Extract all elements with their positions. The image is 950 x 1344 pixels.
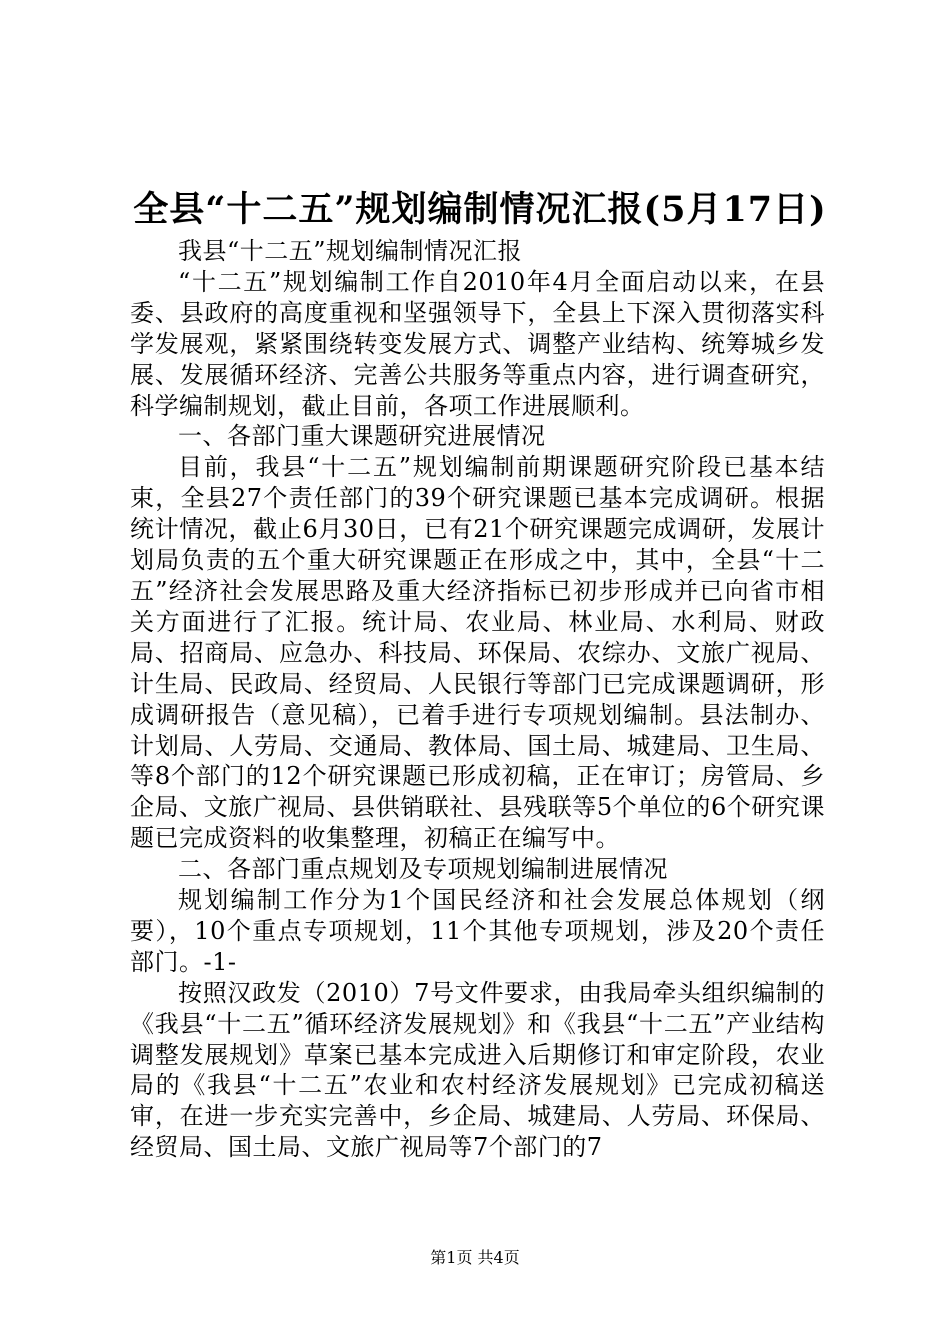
document-title: 全县“十二五”规划编制情况汇报(5月17日) (133, 189, 827, 230)
intro-paragraph: “十二五”规划编制工作自2010年4月全面启动以来，在县委、县政府的高度重视和坚强领导下，全县上下深入贯彻落实科学发展观，紧紧围绕转变发展方式、调整产业结构、统筹城乡发展、发展循环经济、完善公共服务等重点内容，进行调查研究，科学编制规划，截止目前，各项工作进展顺利。 (130, 267, 825, 420)
section-heading-1: 一、各部门重大课题研究进展情况 (178, 422, 546, 451)
section-2-paragraph-2: 按照汉政发（2010）7号文件要求，由我局牵头组织编制的《我县“十二五”循环经济发展规划》和《我县“十二五”产业结构调整发展规划》草案已基本完成进入后期修订和审定阶段，农业局的《我县“十二五”农业和农村经济发展规划》已完成初稿送审，在进一步充实完善中，乡企局、城建局、人劳局、环保局、经贸局、国土局、文旅广视局等7个部门的7 (130, 978, 825, 1162)
section-2-paragraph-1: 规划编制工作分为1个国民经济和社会发展总体规划（纲要），10个重点专项规划，11个其他专项规划，涉及20个责任部门。-1- (130, 886, 825, 976)
document-body (130, 236, 825, 1163)
page-footer: 第1页 共4页 (430, 1248, 520, 1267)
section-heading-2: 二、各部门重点规划及专项规划编制进展情况 (178, 855, 668, 884)
section-1-paragraph: 目前，我县“十二五”规划编制前期课题研究阶段已基本结束，全县27个责任部门的39个研究课题已基本完成调研。根据统计情况，截止6月30日，已有21个研究课题完成调研，发展计划局负责的五个重大研究课题正在形成之中，其中，全县“十二五”经济社会发展思路及重大经济指标已初步形成并已向省市相关方面进行了汇报。统计局、农业局、林业局、水利局、财政局、招商局、应急办、科技局、环保局、农综办、文旅广视局、计生局、民政局、经贸局、人民银行等部门已完成课题调研，形成调研报告（意见稿），已着手进行专项规划编制。县法制办、计划局、人劳局、交通局、教体局、国土局、城建局、卫生局、等8个部门的12个研究课题已形成初稿，正在审订；房管局、乡企局、文旅广视局、县供销联社、县残联等5个单位的6个研究课题已完成资料的收集整理，初稿正在编写中。 (130, 453, 825, 853)
document-subtitle: 我县“十二五”规划编制情况汇报 (178, 237, 523, 265)
